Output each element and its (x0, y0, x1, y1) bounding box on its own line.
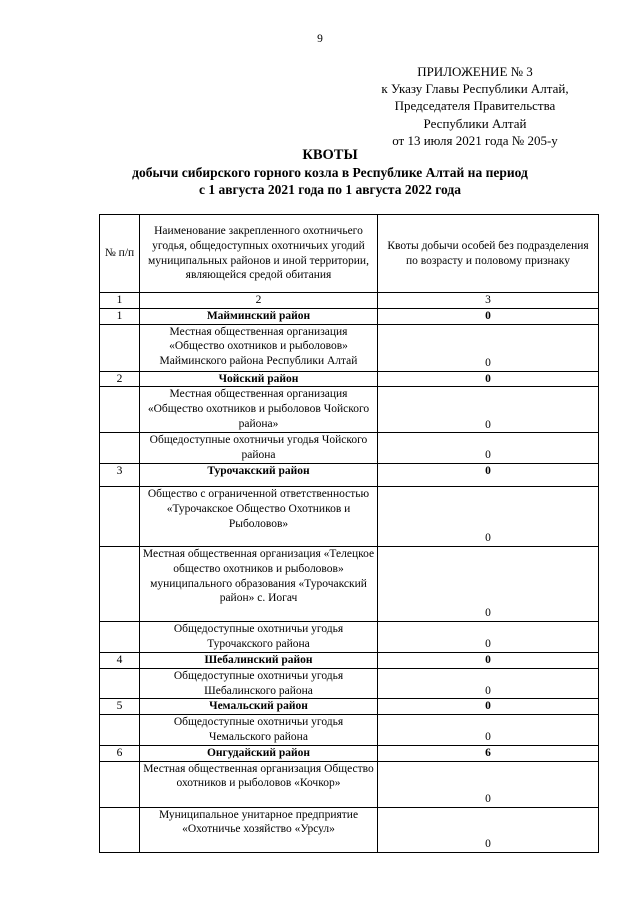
row-number (100, 621, 140, 652)
header-quota-line: Квоты добычи особей без подразделения (387, 239, 589, 252)
row-value: 0 (378, 761, 599, 807)
row-name: Общедоступные охотничьи угодья Турочакского района (140, 621, 378, 652)
row-number: 3 (100, 463, 140, 486)
table-row (100, 546, 599, 621)
row-value: 0 (378, 463, 599, 486)
row-number (100, 761, 140, 807)
document-title (60, 147, 600, 199)
title-line: добычи сибирского горного козла в Республике Алтай на период (132, 165, 528, 181)
page-number: 9 (317, 33, 323, 45)
column-number: 3 (378, 293, 599, 309)
row-name: Онгудайский район (140, 745, 378, 761)
title-line: с 1 августа 2021 года по 1 августа 2022 года (199, 182, 461, 198)
column-number-row (100, 293, 599, 309)
row-value: 0 (378, 433, 599, 464)
row-name: Общедоступные охотничьи угодья Чемальского района (140, 715, 378, 746)
row-number (100, 668, 140, 699)
header-number: № п/п (100, 215, 140, 293)
table-row (100, 324, 599, 371)
table-row (100, 807, 599, 852)
row-number (100, 387, 140, 433)
row-name: Местная общественная организация «Общество охотников и рыболовов» Майминского района Республики Алтай (140, 324, 378, 371)
table-row (100, 652, 599, 668)
header-name: Наименование закрепленного охотничьего угодья, общедоступных охотничьих угодий муниципальных районов и иной территории, являющейся средой обитания (140, 215, 378, 293)
appendix-line: от 13 июля 2021 года № 205-у (392, 132, 558, 148)
row-value: 0 (378, 308, 599, 324)
row-number: 4 (100, 652, 140, 668)
appendix-line: Председателя Правительства (394, 98, 556, 114)
appendix-block (330, 63, 620, 149)
column-number: 1 (100, 293, 140, 309)
row-name: Чемальский район (140, 699, 378, 715)
table-row (100, 745, 599, 761)
row-name: Общедоступные охотничьи угодья Чойского района (140, 433, 378, 464)
title-line: КВОТЫ (302, 147, 358, 163)
row-value: 0 (378, 699, 599, 715)
row-number (100, 715, 140, 746)
row-number (100, 433, 140, 464)
appendix-line: Республики Алтай (423, 115, 527, 131)
row-number (100, 324, 140, 371)
row-value: 0 (378, 621, 599, 652)
table-row (100, 715, 599, 746)
table-row (100, 371, 599, 387)
row-name: Муниципальное унитарное предприятие «Охотничье хозяйство «Урсул» (140, 807, 378, 852)
table-row (100, 621, 599, 652)
table-row (100, 387, 599, 433)
row-number: 2 (100, 371, 140, 387)
row-name: Майминский район (140, 308, 378, 324)
row-value: 0 (378, 715, 599, 746)
table-row (100, 699, 599, 715)
appendix-line: к Указу Главы Республики Алтай, (381, 81, 569, 97)
row-number: 1 (100, 308, 140, 324)
row-name: Местная общественная организация Общество охотников и рыболовов «Кочкор» (140, 761, 378, 807)
row-value: 0 (378, 546, 599, 621)
row-value: 6 (378, 745, 599, 761)
row-name: Шебалинский район (140, 652, 378, 668)
row-number (100, 807, 140, 852)
row-value: 0 (378, 668, 599, 699)
table-header-row (100, 215, 599, 293)
row-name: Местная общественная организация «Телецкое общество охотников и рыболовов» муниципального образования «Турочакский район» с. Иогач (140, 546, 378, 621)
table-row (100, 486, 599, 546)
column-number: 2 (140, 293, 378, 309)
header-quota-line: по возрасту и половому признаку (406, 254, 570, 267)
row-value: 0 (378, 371, 599, 387)
row-value: 0 (378, 387, 599, 433)
row-number (100, 546, 140, 621)
row-name: Общедоступные охотничьи угодья Шебалинского района (140, 668, 378, 699)
table-row (100, 433, 599, 464)
row-value: 0 (378, 652, 599, 668)
row-name: Общество с ограниченной ответственностью «Турочакское Общество Охотников и Рыболовов» (140, 486, 378, 546)
appendix-line: ПРИЛОЖЕНИЕ № 3 (417, 64, 533, 79)
row-value: 0 (378, 807, 599, 852)
table-row (100, 463, 599, 486)
row-name: Чойский район (140, 371, 378, 387)
table-row (100, 761, 599, 807)
row-value: 0 (378, 324, 599, 371)
row-number (100, 486, 140, 546)
table-row (100, 308, 599, 324)
row-number: 6 (100, 745, 140, 761)
header-quota (378, 215, 599, 293)
row-name: Турочакский район (140, 463, 378, 486)
row-number: 5 (100, 699, 140, 715)
row-name: Местная общественная организация «Общество охотников и рыболовов Чойского района» (140, 387, 378, 433)
table-row (100, 668, 599, 699)
quota-table (99, 214, 599, 853)
row-value: 0 (378, 486, 599, 546)
